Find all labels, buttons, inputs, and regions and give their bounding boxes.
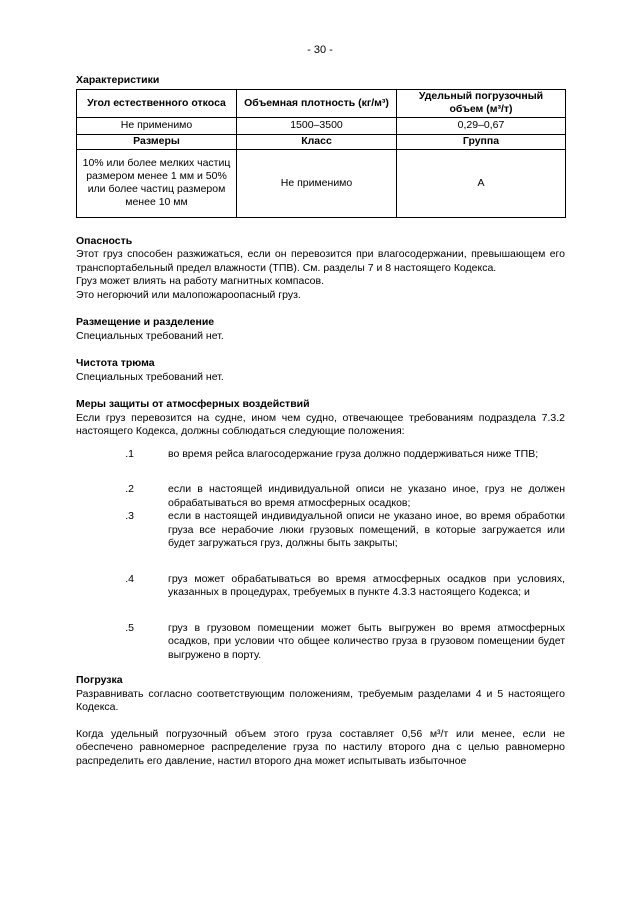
hold-cleanliness-section (76, 357, 565, 384)
header-bulk-density: Объемная плотность (кг/м³) (237, 89, 397, 117)
hazard-section (76, 235, 565, 303)
weather-section (76, 398, 565, 662)
loading-heading: Погрузка (76, 674, 123, 686)
characteristics-table (76, 89, 566, 218)
item-number: .5 (125, 621, 134, 634)
stowage-heading: Размещение и разделение (76, 316, 215, 328)
characteristics-heading: Характеристики (76, 74, 160, 86)
hold-cleanliness-text: Специальных требований нет. (76, 370, 224, 383)
cell-size-value: 10% или более мелких частиц размером менее 1 мм и 50% или более частиц размером менее 10 мм (77, 149, 237, 217)
header-stowage-factor: Удельный погрузочный объем (м³/т) (397, 89, 566, 117)
item-number: .2 (125, 483, 134, 495)
header-group: Группа (397, 134, 566, 149)
item-text: груз может обрабатываться во время атмосферных осадков при условиях, указанных в процедурах, требуемых в пункте 4.3.3 настоящего Кодекса; и (168, 572, 565, 598)
weather-heading: Меры защиты от атмосферных воздействий (76, 398, 310, 410)
stowage-text: Специальных требований нет. (76, 329, 224, 342)
list-item (76, 622, 565, 663)
weather-items-list (76, 448, 565, 663)
loading-paragraph-1: Разравнивать согласно соответствующим положениям, требуемым разделами 4 и 5 настоящего Кодекса. (76, 687, 565, 713)
page-number: - 30 - (307, 44, 333, 56)
header-angle-of-repose: Угол естественного откоса (77, 89, 237, 117)
cell-class-value: Не применимо (237, 149, 397, 217)
hazard-paragraph-2: Груз может влиять на работу магнитных компасов. (76, 275, 325, 287)
hazard-paragraph-3: Это негорючий или малопожароопасный груз. (76, 288, 301, 301)
cell-stowage-value: 0,29–0,67 (397, 117, 566, 134)
cell-angle-value: Не применимо (77, 117, 237, 134)
list-item (76, 448, 565, 462)
weather-intro: Если груз перевозится на судне, ином чем судно, отвечающее требованиям подраздела 7.3.2 настоящего Кодекса, должны соблюдаться следующие положения: (76, 411, 565, 437)
hazard-heading: Опасность (76, 234, 133, 247)
list-item (76, 510, 565, 551)
item-number: .1 (125, 447, 134, 460)
item-number: .4 (125, 572, 134, 585)
header-size: Размеры (77, 134, 237, 149)
loading-section (76, 674, 565, 768)
header-class: Класс (237, 134, 397, 149)
page-content (76, 74, 565, 768)
item-text: во время рейса влагосодержание груза должно поддерживаться ниже ТПВ; (168, 447, 539, 460)
item-text: груз в грузовом помещении может быть выгружен во время атмосферных осадков, при условии что общее количество груза в грузовом помещении будет выгружено в порту. (168, 621, 565, 661)
item-text: если в настоящей индивидуальной описи не указано иное, во время обработки груза все нерабочие люки грузовых помещений, в которые загружается или будет загружаться груз, должны быть закрыты; (168, 510, 565, 549)
cell-density-value: 1500–3500 (237, 117, 397, 134)
cell-group-value: А (397, 149, 566, 217)
list-item (76, 573, 565, 600)
hazard-paragraph-1: Этот груз способен разжижаться, если он перевозится при влагосодержании, превышающем его транспортабельный предел влажности (ТПВ). См. разделы 7 и 8 настоящего Кодекса. (76, 248, 565, 274)
hold-cleanliness-heading: Чистота трюма (76, 357, 155, 369)
item-text: если в настоящей индивидуальной описи не указано иное, груз не должен обрабатываться во время атмосферных осадков; (168, 483, 565, 509)
item-number: .3 (125, 510, 134, 522)
list-item (76, 483, 565, 510)
loading-paragraph-2: Когда удельный погрузочный объем этого груза составляет 0,56 м³/т или менее, если не обеспечено равномерное распределение груза по настилу второго дна с целью равномерно распределить его давление, настил второго дна может испытывать избыточное (76, 727, 565, 767)
stowage-section (76, 316, 565, 343)
